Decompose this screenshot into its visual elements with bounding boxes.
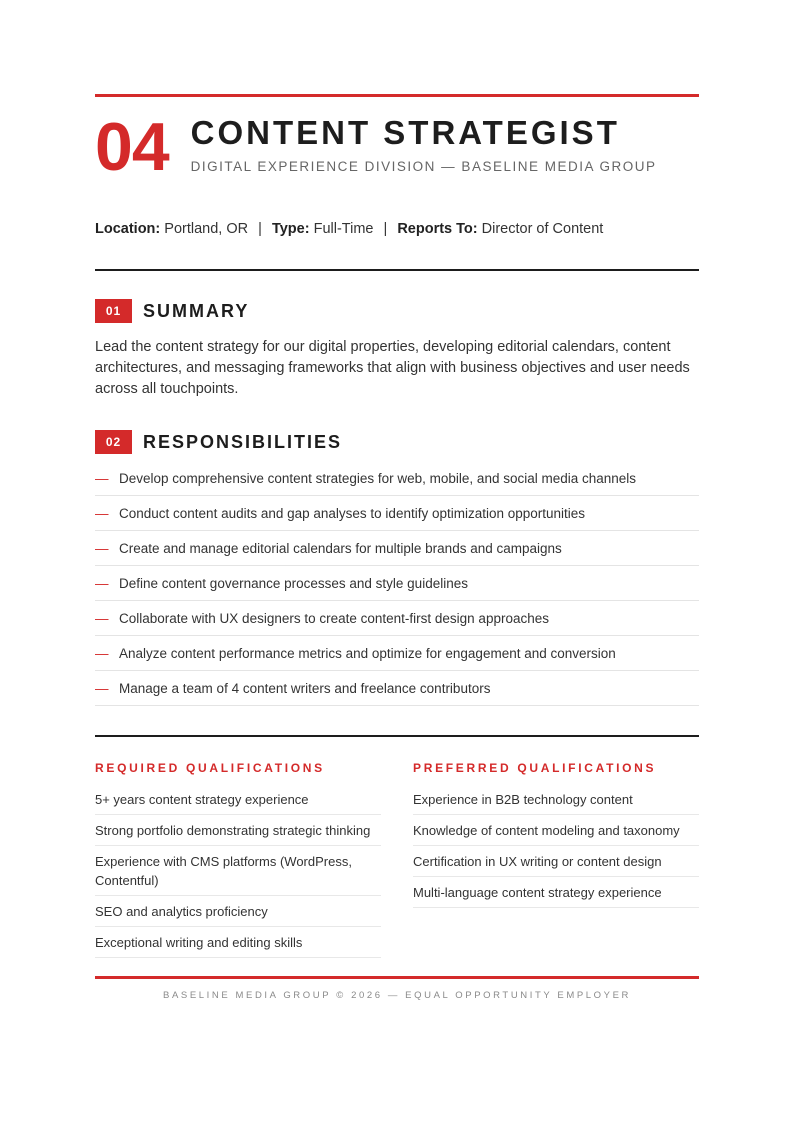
reports-label: Reports To:: [397, 221, 478, 237]
footer-rule: [95, 976, 699, 979]
dash-bullet: —: [95, 610, 109, 626]
section-badge: 01: [95, 299, 132, 323]
dash-bullet: —: [95, 470, 109, 486]
qualification-item: Strong portfolio demonstrating strategic thinking: [95, 815, 381, 846]
type-label: Type:: [271, 221, 310, 237]
qualification-item: Certification in UX writing or content design: [413, 846, 699, 877]
responsibility-item: [95, 531, 699, 566]
qualification-item: Knowledge of content modeling and taxonomy: [413, 815, 699, 846]
title-block: [191, 116, 657, 174]
preferred-qualifications: [413, 761, 699, 958]
responsibility-item: [95, 496, 699, 531]
qualification-item: Experience in B2B technology content: [413, 784, 699, 815]
responsibility-text: Create and manage editorial calendars for multiple brands and campaigns: [119, 540, 562, 556]
responsibility-item: [95, 636, 699, 671]
qualifications: [95, 761, 699, 958]
required-list: [95, 784, 381, 958]
qualification-item: Multi-language content strategy experience: [413, 877, 699, 908]
page-title: CONTENT STRATEGIST: [190, 114, 620, 151]
dash-bullet: —: [95, 680, 109, 696]
location-value: Portland, OR: [164, 221, 249, 237]
qualification-item: SEO and analytics proficiency: [95, 896, 381, 927]
footer-text: BASELINE MEDIA GROUP © 2026 — EQUAL OPPORTUNITY EMPLOYER: [163, 990, 631, 1001]
responsibility-text: Develop comprehensive content strategies for web, mobile, and social media channels: [119, 470, 637, 486]
header: [95, 109, 699, 185]
responsibility-item: [95, 671, 699, 706]
reports-value: Director of Content: [481, 221, 604, 237]
dash-bullet: —: [95, 505, 109, 521]
responsibility-text: Define content governance processes and style guidelines: [119, 575, 468, 591]
job-meta: [95, 221, 699, 237]
required-qualifications: [95, 761, 381, 958]
qualifications-title: REQUIRED QUALIFICATIONS: [95, 761, 325, 775]
meta-separator: |: [383, 221, 388, 237]
qualification-item: Experience with CMS platforms (WordPress, Contentful): [95, 846, 381, 896]
location-label: Location:: [95, 221, 161, 237]
section-badge: 02: [95, 430, 132, 454]
meta-separator: |: [258, 221, 262, 237]
responsibility-text: Conduct content audits and gap analyses to identify optimization opportunities: [119, 505, 586, 521]
dash-bullet: —: [95, 540, 109, 556]
responsibility-item: [95, 566, 699, 601]
responsibilities-list: [95, 461, 699, 706]
preferred-list: [413, 784, 699, 908]
divider: [95, 735, 699, 737]
divider: [95, 269, 699, 271]
qualifications-title: PREFERRED QUALIFICATIONS: [413, 761, 657, 775]
summary-text: Lead the content strategy for our digital properties, developing editorial calendars, content architectures, and messaging frameworks that align with business objectives and user needs across all touchpoints.: [95, 339, 690, 397]
section-number: 04: [95, 109, 169, 185]
page-subtitle: DIGITAL EXPERIENCE DIVISION — BASELINE MEDIA GROUP: [190, 159, 657, 174]
type-value: Full-Time: [313, 221, 374, 237]
dash-bullet: —: [95, 575, 109, 591]
responsibility-text: Analyze content performance metrics and optimize for engagement and conversion: [119, 645, 616, 661]
responsibility-item: [95, 461, 699, 496]
qualification-item: Exceptional writing and editing skills: [95, 927, 381, 958]
job-posting: [95, 94, 699, 958]
summary-heading: [95, 299, 699, 323]
responsibility-item: [95, 601, 699, 636]
section-title: SUMMARY: [143, 300, 250, 321]
responsibilities-heading: [95, 430, 699, 454]
responsibility-text: Collaborate with UX designers to create content-first design approaches: [119, 610, 549, 626]
section-title: RESPONSIBILITIES: [143, 431, 343, 452]
dash-bullet: —: [95, 645, 109, 661]
top-accent-rule: [95, 94, 699, 97]
qualification-item: 5+ years content strategy experience: [95, 784, 381, 815]
responsibility-text: Manage a team of 4 content writers and freelance contributors: [119, 680, 491, 696]
